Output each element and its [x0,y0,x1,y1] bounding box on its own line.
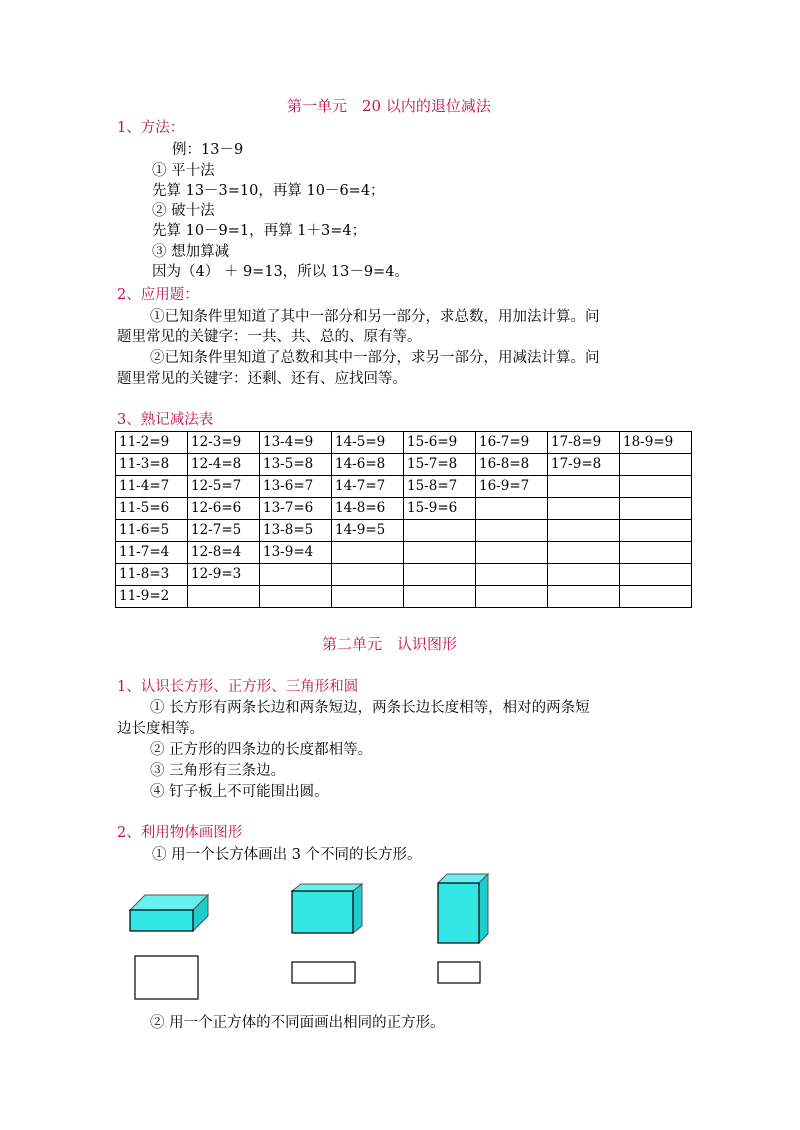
table-cell: 14-9=5 [332,520,404,542]
table-cell: 18-9=9 [620,432,692,454]
table-cell [620,454,692,476]
shape-item1-line1: ① 长方形有两条长边和两条短边，两条长边长度相等，相对的两条短 [150,700,590,716]
method2-text: 先算 10－9=1，再算 1＋3=4； [152,223,367,239]
rectangle-face-3 [437,961,482,985]
table-cell [404,542,476,564]
shape-item3: ③ 三角形有三条边。 [150,763,286,779]
table-cell: 17-8=9 [548,432,620,454]
table-cell [548,586,620,608]
table-cell: 13-8=5 [260,520,332,542]
table-row [116,476,692,498]
standing-cuboid-illustration [290,882,365,936]
table-cell [620,542,692,564]
table-cell [404,586,476,608]
table-cell [260,564,332,586]
shapes-heading: 1、认识长方形、正方形、三角形和圆 [117,679,359,695]
table-cell [188,586,260,608]
table-cell: 16-9=7 [476,476,548,498]
drawing-item1: ① 用一个长方体画出 3 个不同的长方形。 [152,847,422,863]
table-cell: 11-7=4 [116,542,188,564]
table-cell: 15-6=9 [404,432,476,454]
table-cell [260,586,332,608]
drawing-item2: ② 用一个正方体的不同面画出相同的正方形。 [150,1015,445,1031]
table-cell: 16-7=9 [476,432,548,454]
shape-item2: ② 正方形的四条边的长度都相等。 [150,742,373,758]
table-cell [548,564,620,586]
table-cell: 14-5=9 [332,432,404,454]
table-cell [476,520,548,542]
table-cell [620,520,692,542]
table-cell: 11-9=2 [116,586,188,608]
table-cell: 13-7=6 [260,498,332,520]
tall-cuboid-illustration [436,872,491,946]
rectangle-face-2 [291,961,357,985]
table-cell [548,520,620,542]
shape-item1-line2: 边长度相等。 [117,721,204,737]
table-cell [332,564,404,586]
table-row [116,564,692,586]
table-cell: 11-4=7 [116,476,188,498]
table-row [116,498,692,520]
table-cell: 12-7=5 [188,520,260,542]
method1-title: ① 平十法 [152,163,215,179]
shape-item4: ④ 钉子板上不可能围出圆。 [150,784,329,800]
example-text: 例：13－9 [172,142,244,158]
word-problems-heading: 2、应用题： [117,287,199,303]
table-cell: 13-9=4 [260,542,332,564]
table-cell: 11-3=8 [116,454,188,476]
method3-text: 因为（4） ＋ 9=13，所以 13－9=4。 [152,264,409,280]
table-cell [548,542,620,564]
table-cell: 16-8=8 [476,454,548,476]
table-cell: 11-5=6 [116,498,188,520]
table-cell: 11-2=9 [116,432,188,454]
problem1-line1: ①已知条件里知道了其中一部分和另一部分，求总数，用加法计算。问 [150,309,600,325]
method2-title: ② 破十法 [152,203,215,219]
unit1-title: 第一单元 20 以内的退位减法 [287,97,491,115]
drawing-heading: 2、利用物体画图形 [117,825,243,841]
table-cell: 15-7=8 [404,454,476,476]
table-cell: 11-6=5 [116,520,188,542]
table-cell: 11-8=3 [116,564,188,586]
table-cell: 13-5=8 [260,454,332,476]
table-cell: 12-8=4 [188,542,260,564]
table-cell: 13-6=7 [260,476,332,498]
table-cell [476,564,548,586]
subtraction-table-heading: 3、熟记减法表 [117,412,214,428]
problem2-line1: ②已知条件里知道了总数和其中一部分，求另一部分，用减法计算。问 [150,350,600,366]
table-cell [620,476,692,498]
table-cell [620,564,692,586]
table-cell: 12-6=6 [188,498,260,520]
subtraction-table [115,431,692,608]
table-cell: 17-9=8 [548,454,620,476]
method1-text: 先算 13－3=10，再算 10－6=4； [152,183,385,199]
table-cell: 12-9=3 [188,564,260,586]
table-row [116,432,692,454]
table-cell: 12-3=9 [188,432,260,454]
table-cell [548,498,620,520]
flat-cuboid-illustration [128,893,210,935]
table-cell: 13-4=9 [260,432,332,454]
table-row [116,542,692,564]
unit2-title: 第二单元 认识图形 [322,635,458,653]
table-cell [476,586,548,608]
problem2-line2: 题里常见的关键字：还剩、还有、应找回等。 [117,371,407,387]
table-cell: 14-6=8 [332,454,404,476]
table-cell: 15-8=7 [404,476,476,498]
methods-heading: 1、方法： [117,120,185,136]
table-cell: 12-4=8 [188,454,260,476]
problem1-line2: 题里常见的关键字：一共、共、总的、原有等。 [117,329,422,345]
table-row [116,454,692,476]
table-row [116,520,692,542]
table-row [116,586,692,608]
table-cell [332,586,404,608]
table-cell [476,498,548,520]
table-cell [620,498,692,520]
rectangle-face-1 [134,955,200,1001]
table-cell [620,586,692,608]
table-cell [404,564,476,586]
table-cell: 14-7=7 [332,476,404,498]
table-cell [404,520,476,542]
table-cell [548,476,620,498]
table-cell: 12-5=7 [188,476,260,498]
table-cell: 14-8=6 [332,498,404,520]
table-cell [332,542,404,564]
method3-title: ③ 想加算减 [152,244,230,260]
table-cell: 15-9=6 [404,498,476,520]
table-cell [476,542,548,564]
